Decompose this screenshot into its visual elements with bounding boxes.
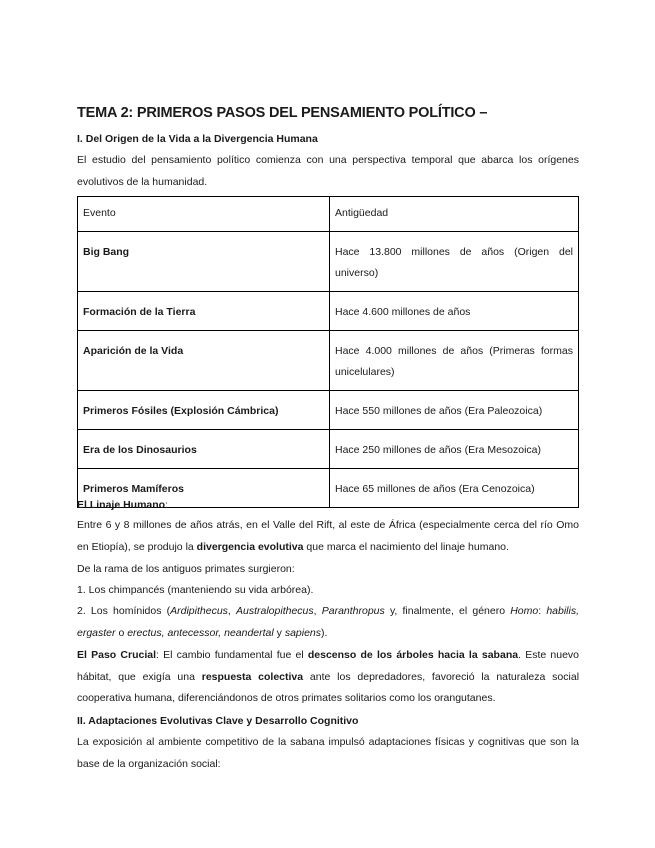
event-cell: Primeros Mamíferos xyxy=(83,482,184,495)
age-cell: Hace 13.800 millones de años (Origen del universo) xyxy=(330,231,579,291)
table-row xyxy=(78,291,579,330)
event-cell: Era de los Dinosaurios xyxy=(83,443,197,456)
table-row xyxy=(78,231,579,291)
event-cell: Formación de la Tierra xyxy=(83,305,196,318)
table-row xyxy=(78,429,579,468)
age-cell: Hace 65 millones de años (Era Cenozoica) xyxy=(330,468,579,507)
lineage-heading: El Linaje Humano: xyxy=(77,499,169,511)
table-row xyxy=(78,390,579,429)
age-cell: Hace 4.600 millones de años xyxy=(330,291,579,330)
age-cell: Hace 4.000 millones de años (Primeras formas unicelulares) xyxy=(330,330,579,390)
crucial-step-paragraph: El Paso Crucial: El cambio fundamental fue el descenso de los árboles hacia la sabana. Este nuevo hábitat, que exigía una respuesta colectiva ante los depredadores, favoreció la naturaleza social cooperativa humana, diferenciándonos de otros primates solitarios como los orangutanes. xyxy=(77,649,580,704)
event-cell: Aparición de la Vida xyxy=(83,344,184,357)
section-heading-origin: I. Del Origen de la Vida a la Divergencia Humana xyxy=(77,133,318,145)
list-item-chimpanzees: 1. Los chimpancés (manteniendo su vida arbórea). xyxy=(77,584,314,596)
page-title: TEMA 2: PRIMEROS PASOS DEL PENSAMIENTO POLÍTICO – xyxy=(77,105,488,121)
event-cell: Big Bang xyxy=(83,245,130,258)
table-row xyxy=(78,330,579,390)
age-cell: Hace 550 millones de años (Era Paleozoica) xyxy=(330,390,579,429)
timeline-table xyxy=(77,196,579,508)
lineage-paragraph: Entre 6 y 8 millones de años atrás, en el Valle del Rift, al este de África (especialmente cerca del río Omo en Etiopía), se produjo la divergencia evolutiva que marca el nacimiento del linaje humano. xyxy=(77,519,579,553)
adaptations-intro: La exposición al ambiente competitivo de la sabana impulsó adaptaciones físicas y cognitivas que son la base de la organización social: xyxy=(77,736,579,770)
table-header-row xyxy=(78,197,579,232)
list-item-hominids: 2. Los homínidos (Ardipithecus, Australopithecus, Paranthropus y, finalmente, el género Homo: habilis, ergaster o erectus, antecessor, neandertal y sapiens). xyxy=(77,605,580,639)
age-cell: Hace 250 millones de años (Era Mesozoica) xyxy=(330,429,579,468)
header-event: Evento xyxy=(78,197,330,232)
event-cell: Primeros Fósiles (Explosión Cámbrica) xyxy=(83,404,279,417)
section-heading-adaptations: II. Adaptaciones Evolutivas Clave y Desarrollo Cognitivo xyxy=(77,715,359,727)
header-age: Antigüedad xyxy=(330,197,579,232)
primates-intro: De la rama de los antiguos primates surgieron: xyxy=(77,563,295,575)
intro-paragraph: El estudio del pensamiento político comienza con una perspectiva temporal que abarca los orígenes evolutivos de la humanidad. xyxy=(77,154,579,188)
